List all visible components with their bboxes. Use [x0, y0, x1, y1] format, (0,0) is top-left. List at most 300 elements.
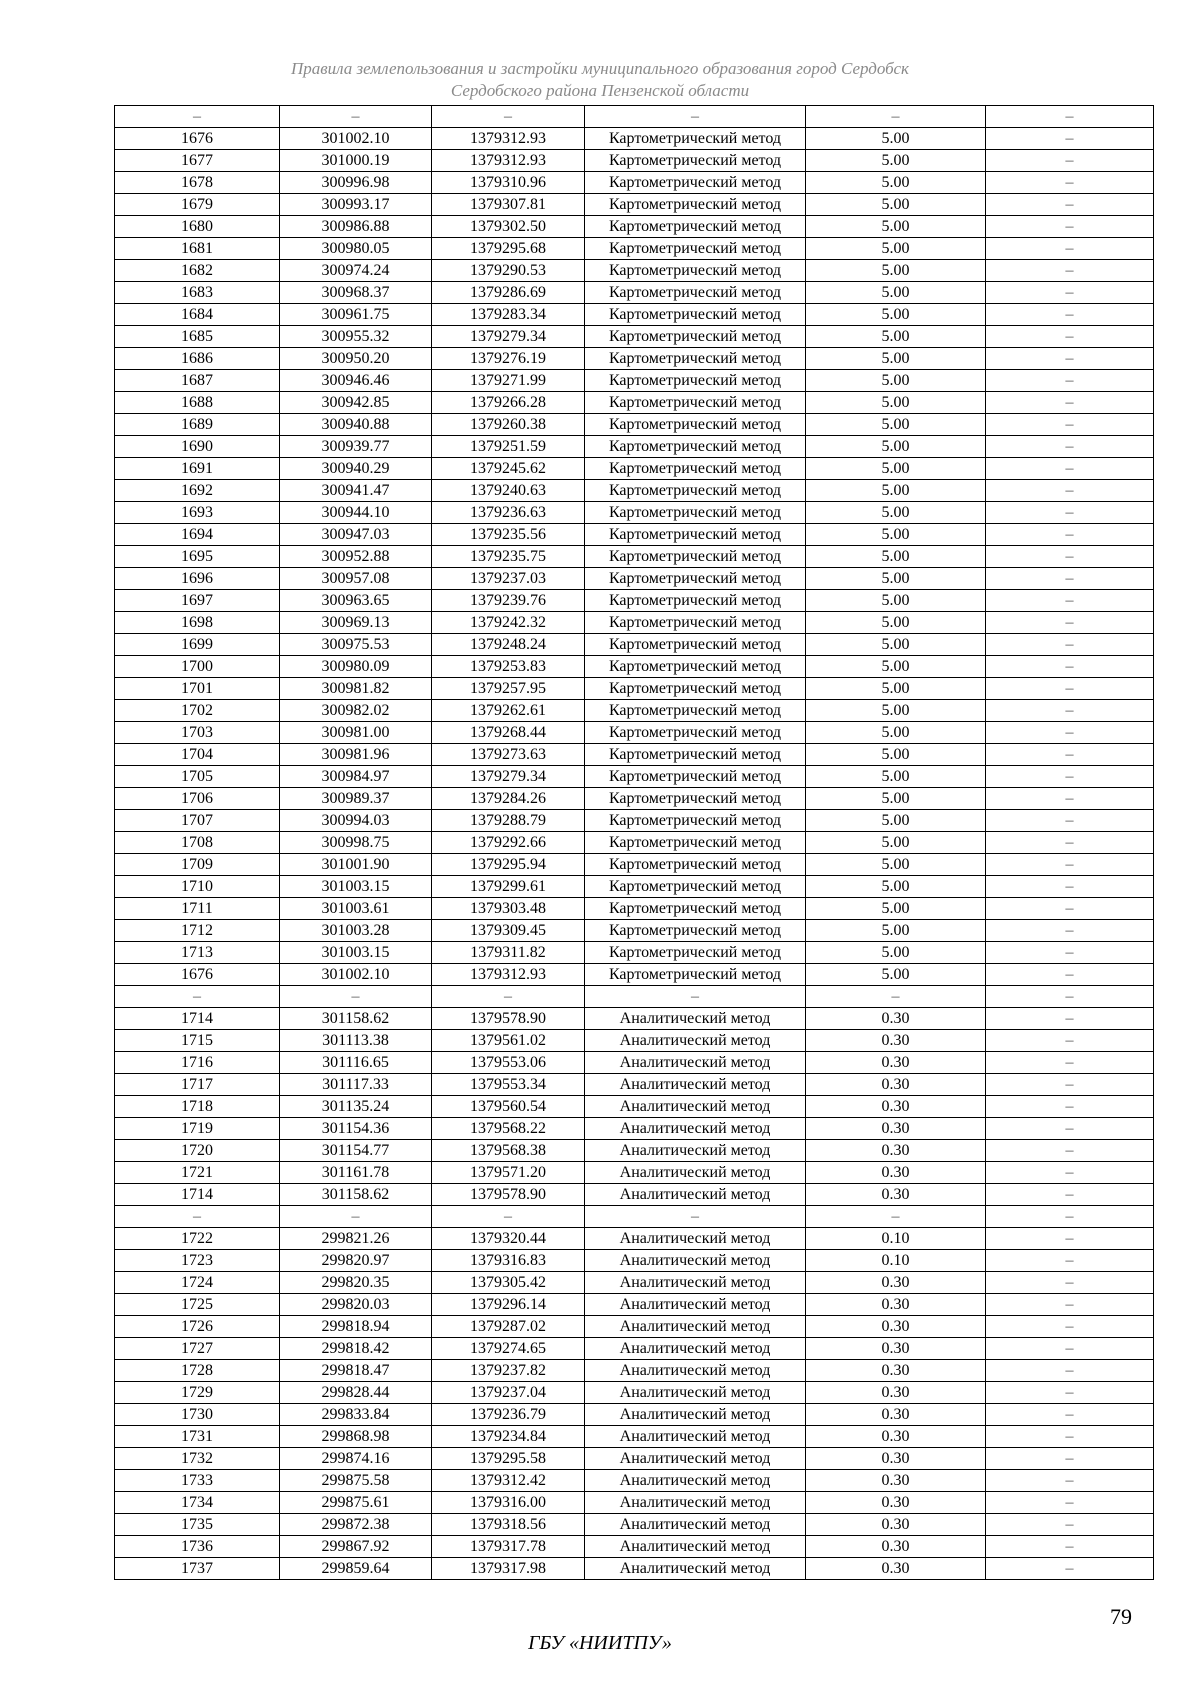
- note-cell: –: [986, 744, 1154, 766]
- x-coordinate-cell: 301135.24: [280, 1096, 432, 1118]
- note-cell: –: [986, 832, 1154, 854]
- x-coordinate-cell: 301154.36: [280, 1118, 432, 1140]
- table-row: [115, 920, 1154, 942]
- y-coordinate-cell: 1379299.61: [432, 876, 585, 898]
- point-number-cell: 1703: [115, 722, 280, 744]
- y-coordinate-cell: 1379290.53: [432, 260, 585, 282]
- y-coordinate-cell: –: [432, 986, 585, 1008]
- point-number-cell: 1713: [115, 942, 280, 964]
- coordinates-table-body: [115, 106, 1154, 1580]
- method-cell: Картометрический метод: [585, 810, 806, 832]
- point-number-cell: 1679: [115, 194, 280, 216]
- y-coordinate-cell: 1379312.93: [432, 128, 585, 150]
- note-cell: –: [986, 1228, 1154, 1250]
- accuracy-cell: 0.30: [806, 1272, 986, 1294]
- x-coordinate-cell: 299820.35: [280, 1272, 432, 1294]
- note-cell: –: [986, 568, 1154, 590]
- accuracy-cell: 0.30: [806, 1162, 986, 1184]
- method-cell: Картометрический метод: [585, 282, 806, 304]
- x-coordinate-cell: 300941.47: [280, 480, 432, 502]
- accuracy-cell: 5.00: [806, 788, 986, 810]
- y-coordinate-cell: 1379266.28: [432, 392, 585, 414]
- accuracy-cell: 5.00: [806, 216, 986, 238]
- x-coordinate-cell: 299874.16: [280, 1448, 432, 1470]
- accuracy-cell: 5.00: [806, 656, 986, 678]
- accuracy-cell: –: [806, 106, 986, 128]
- table-row: [115, 1316, 1154, 1338]
- accuracy-cell: 5.00: [806, 612, 986, 634]
- table-row: [115, 1030, 1154, 1052]
- y-coordinate-cell: 1379310.96: [432, 172, 585, 194]
- note-cell: –: [986, 1008, 1154, 1030]
- point-number-cell: 1680: [115, 216, 280, 238]
- method-cell: Аналитический метод: [585, 1030, 806, 1052]
- accuracy-cell: 5.00: [806, 634, 986, 656]
- note-cell: –: [986, 1250, 1154, 1272]
- table-row: [115, 238, 1154, 260]
- accuracy-cell: 0.30: [806, 1118, 986, 1140]
- y-coordinate-cell: 1379268.44: [432, 722, 585, 744]
- point-number-cell: 1720: [115, 1140, 280, 1162]
- x-coordinate-cell: 300942.85: [280, 392, 432, 414]
- x-coordinate-cell: 301158.62: [280, 1008, 432, 1030]
- point-number-cell: 1726: [115, 1316, 280, 1338]
- method-cell: Картометрический метод: [585, 150, 806, 172]
- y-coordinate-cell: 1379312.93: [432, 964, 585, 986]
- point-number-cell: 1688: [115, 392, 280, 414]
- method-cell: Картометрический метод: [585, 304, 806, 326]
- method-cell: Картометрический метод: [585, 964, 806, 986]
- point-number-cell: 1725: [115, 1294, 280, 1316]
- point-number-cell: 1718: [115, 1096, 280, 1118]
- note-cell: –: [986, 1074, 1154, 1096]
- table-row: [115, 1184, 1154, 1206]
- table-row: [115, 414, 1154, 436]
- x-coordinate-cell: 301000.19: [280, 150, 432, 172]
- y-coordinate-cell: 1379318.56: [432, 1514, 585, 1536]
- note-cell: –: [986, 1470, 1154, 1492]
- y-coordinate-cell: 1379295.68: [432, 238, 585, 260]
- method-cell: Картометрический метод: [585, 414, 806, 436]
- table-row: [115, 1338, 1154, 1360]
- y-coordinate-cell: 1379279.34: [432, 766, 585, 788]
- method-cell: Картометрический метод: [585, 876, 806, 898]
- y-coordinate-cell: 1379578.90: [432, 1008, 585, 1030]
- point-number-cell: 1731: [115, 1426, 280, 1448]
- point-number-cell: 1727: [115, 1338, 280, 1360]
- x-coordinate-cell: 299833.84: [280, 1404, 432, 1426]
- y-coordinate-cell: 1379240.63: [432, 480, 585, 502]
- method-cell: Картометрический метод: [585, 128, 806, 150]
- table-row: [115, 810, 1154, 832]
- y-coordinate-cell: 1379237.82: [432, 1360, 585, 1382]
- method-cell: Аналитический метод: [585, 1426, 806, 1448]
- accuracy-cell: 0.30: [806, 1536, 986, 1558]
- accuracy-cell: 0.30: [806, 1052, 986, 1074]
- point-number-cell: 1700: [115, 656, 280, 678]
- x-coordinate-cell: 301003.28: [280, 920, 432, 942]
- point-number-cell: 1719: [115, 1118, 280, 1140]
- accuracy-cell: 5.00: [806, 942, 986, 964]
- table-row: [115, 282, 1154, 304]
- x-coordinate-cell: 300950.20: [280, 348, 432, 370]
- accuracy-cell: 5.00: [806, 568, 986, 590]
- x-coordinate-cell: 300940.88: [280, 414, 432, 436]
- x-coordinate-cell: 300955.32: [280, 326, 432, 348]
- x-coordinate-cell: 301001.90: [280, 854, 432, 876]
- table-row: [115, 1206, 1154, 1228]
- point-number-cell: 1678: [115, 172, 280, 194]
- y-coordinate-cell: 1379271.99: [432, 370, 585, 392]
- accuracy-cell: 5.00: [806, 326, 986, 348]
- method-cell: Аналитический метод: [585, 1008, 806, 1030]
- note-cell: –: [986, 1492, 1154, 1514]
- point-number-cell: 1732: [115, 1448, 280, 1470]
- y-coordinate-cell: 1379295.58: [432, 1448, 585, 1470]
- table-row: [115, 546, 1154, 568]
- point-number-cell: 1685: [115, 326, 280, 348]
- table-row: [115, 1008, 1154, 1030]
- point-number-cell: 1683: [115, 282, 280, 304]
- x-coordinate-cell: 299875.58: [280, 1470, 432, 1492]
- accuracy-cell: 0.30: [806, 1338, 986, 1360]
- table-row: [115, 194, 1154, 216]
- table-row: [115, 1052, 1154, 1074]
- table-row: [115, 458, 1154, 480]
- table-row: [115, 1382, 1154, 1404]
- note-cell: –: [986, 150, 1154, 172]
- page-number: 79: [1110, 1604, 1132, 1629]
- note-cell: –: [986, 1404, 1154, 1426]
- x-coordinate-cell: 300981.00: [280, 722, 432, 744]
- method-cell: Аналитический метод: [585, 1514, 806, 1536]
- note-cell: –: [986, 854, 1154, 876]
- note-cell: –: [986, 546, 1154, 568]
- x-coordinate-cell: 299875.61: [280, 1492, 432, 1514]
- note-cell: –: [986, 1360, 1154, 1382]
- table-row: [115, 1074, 1154, 1096]
- note-cell: –: [986, 1426, 1154, 1448]
- y-coordinate-cell: 1379239.76: [432, 590, 585, 612]
- note-cell: –: [986, 678, 1154, 700]
- method-cell: Аналитический метод: [585, 1184, 806, 1206]
- note-cell: –: [986, 326, 1154, 348]
- accuracy-cell: 0.10: [806, 1250, 986, 1272]
- x-coordinate-cell: 301161.78: [280, 1162, 432, 1184]
- note-cell: –: [986, 392, 1154, 414]
- note-cell: –: [986, 590, 1154, 612]
- method-cell: Картометрический метод: [585, 788, 806, 810]
- y-coordinate-cell: 1379303.48: [432, 898, 585, 920]
- page-footer: ГБУ «НИИТПУ»: [528, 1632, 672, 1654]
- y-coordinate-cell: 1379288.79: [432, 810, 585, 832]
- y-coordinate-cell: 1379283.34: [432, 304, 585, 326]
- method-cell: Аналитический метод: [585, 1316, 806, 1338]
- point-number-cell: 1707: [115, 810, 280, 832]
- method-cell: Аналитический метод: [585, 1052, 806, 1074]
- accuracy-cell: 5.00: [806, 282, 986, 304]
- point-number-cell: 1712: [115, 920, 280, 942]
- x-coordinate-cell: 299820.97: [280, 1250, 432, 1272]
- table-row: [115, 832, 1154, 854]
- y-coordinate-cell: 1379305.42: [432, 1272, 585, 1294]
- point-number-cell: 1695: [115, 546, 280, 568]
- method-cell: Картометрический метод: [585, 612, 806, 634]
- note-cell: –: [986, 216, 1154, 238]
- point-number-cell: 1728: [115, 1360, 280, 1382]
- method-cell: Картометрический метод: [585, 678, 806, 700]
- y-coordinate-cell: 1379560.54: [432, 1096, 585, 1118]
- method-cell: Аналитический метод: [585, 1250, 806, 1272]
- accuracy-cell: 5.00: [806, 392, 986, 414]
- point-number-cell: 1704: [115, 744, 280, 766]
- method-cell: Картометрический метод: [585, 832, 806, 854]
- point-number-cell: 1692: [115, 480, 280, 502]
- y-coordinate-cell: 1379260.38: [432, 414, 585, 436]
- x-coordinate-cell: 300996.98: [280, 172, 432, 194]
- y-coordinate-cell: 1379561.02: [432, 1030, 585, 1052]
- accuracy-cell: 5.00: [806, 678, 986, 700]
- table-row: [115, 678, 1154, 700]
- x-coordinate-cell: 300947.03: [280, 524, 432, 546]
- table-row: [115, 898, 1154, 920]
- method-cell: Аналитический метод: [585, 1228, 806, 1250]
- method-cell: Картометрический метод: [585, 590, 806, 612]
- point-number-cell: 1706: [115, 788, 280, 810]
- table-row: [115, 1228, 1154, 1250]
- x-coordinate-cell: –: [280, 986, 432, 1008]
- y-coordinate-cell: 1379311.82: [432, 942, 585, 964]
- note-cell: –: [986, 1514, 1154, 1536]
- table-row: [115, 1118, 1154, 1140]
- table-row: [115, 1360, 1154, 1382]
- point-number-cell: 1699: [115, 634, 280, 656]
- method-cell: Картометрический метод: [585, 348, 806, 370]
- note-cell: –: [986, 1382, 1154, 1404]
- x-coordinate-cell: 300974.24: [280, 260, 432, 282]
- page-header: [0, 58, 1200, 102]
- accuracy-cell: 5.00: [806, 876, 986, 898]
- table-row: [115, 964, 1154, 986]
- method-cell: Аналитический метод: [585, 1382, 806, 1404]
- method-cell: Аналитический метод: [585, 1294, 806, 1316]
- note-cell: –: [986, 1338, 1154, 1360]
- y-coordinate-cell: 1379235.56: [432, 524, 585, 546]
- note-cell: –: [986, 1030, 1154, 1052]
- header-line-2: Сердобского района Пензенской области: [450, 81, 750, 100]
- x-coordinate-cell: 300981.96: [280, 744, 432, 766]
- x-coordinate-cell: 299818.42: [280, 1338, 432, 1360]
- x-coordinate-cell: 300939.77: [280, 436, 432, 458]
- x-coordinate-cell: 299872.38: [280, 1514, 432, 1536]
- table-row: [115, 722, 1154, 744]
- y-coordinate-cell: 1379578.90: [432, 1184, 585, 1206]
- y-coordinate-cell: –: [432, 106, 585, 128]
- table-row: [115, 480, 1154, 502]
- accuracy-cell: 5.00: [806, 260, 986, 282]
- note-cell: –: [986, 656, 1154, 678]
- y-coordinate-cell: 1379568.22: [432, 1118, 585, 1140]
- table-row: [115, 150, 1154, 172]
- y-coordinate-cell: 1379235.75: [432, 546, 585, 568]
- table-row: [115, 1294, 1154, 1316]
- point-number-cell: 1733: [115, 1470, 280, 1492]
- accuracy-cell: 5.00: [806, 766, 986, 788]
- x-coordinate-cell: 300963.65: [280, 590, 432, 612]
- x-coordinate-cell: 301003.15: [280, 876, 432, 898]
- note-cell: –: [986, 920, 1154, 942]
- note-cell: –: [986, 788, 1154, 810]
- table-row: [115, 656, 1154, 678]
- accuracy-cell: 5.00: [806, 810, 986, 832]
- table-row: [115, 590, 1154, 612]
- note-cell: –: [986, 1162, 1154, 1184]
- x-coordinate-cell: 301002.10: [280, 128, 432, 150]
- point-number-cell: 1696: [115, 568, 280, 590]
- y-coordinate-cell: 1379262.61: [432, 700, 585, 722]
- note-cell: –: [986, 414, 1154, 436]
- accuracy-cell: 5.00: [806, 920, 986, 942]
- table-row: [115, 1272, 1154, 1294]
- y-coordinate-cell: –: [432, 1206, 585, 1228]
- table-row: [115, 216, 1154, 238]
- table-row: [115, 744, 1154, 766]
- table-row: [115, 260, 1154, 282]
- x-coordinate-cell: 301003.61: [280, 898, 432, 920]
- x-coordinate-cell: 300969.13: [280, 612, 432, 634]
- x-coordinate-cell: 300940.29: [280, 458, 432, 480]
- y-coordinate-cell: 1379236.63: [432, 502, 585, 524]
- method-cell: Картометрический метод: [585, 722, 806, 744]
- y-coordinate-cell: 1379320.44: [432, 1228, 585, 1250]
- x-coordinate-cell: 301002.10: [280, 964, 432, 986]
- x-coordinate-cell: 301113.38: [280, 1030, 432, 1052]
- y-coordinate-cell: 1379309.45: [432, 920, 585, 942]
- point-number-cell: 1714: [115, 1008, 280, 1030]
- point-number-cell: 1729: [115, 1382, 280, 1404]
- method-cell: –: [585, 106, 806, 128]
- accuracy-cell: 0.30: [806, 1316, 986, 1338]
- note-cell: –: [986, 964, 1154, 986]
- note-cell: –: [986, 1052, 1154, 1074]
- method-cell: Картометрический метод: [585, 326, 806, 348]
- table-row: [115, 1448, 1154, 1470]
- x-coordinate-cell: 300994.03: [280, 810, 432, 832]
- accuracy-cell: 0.30: [806, 1184, 986, 1206]
- accuracy-cell: 5.00: [806, 172, 986, 194]
- point-number-cell: 1690: [115, 436, 280, 458]
- table-row: [115, 1470, 1154, 1492]
- note-cell: –: [986, 194, 1154, 216]
- point-number-cell: 1691: [115, 458, 280, 480]
- table-row: [115, 172, 1154, 194]
- method-cell: Картометрический метод: [585, 436, 806, 458]
- accuracy-cell: 5.00: [806, 194, 986, 216]
- note-cell: –: [986, 304, 1154, 326]
- method-cell: Аналитический метод: [585, 1140, 806, 1162]
- accuracy-cell: 0.30: [806, 1030, 986, 1052]
- note-cell: –: [986, 612, 1154, 634]
- table-row: [115, 106, 1154, 128]
- note-cell: –: [986, 238, 1154, 260]
- point-number-cell: 1709: [115, 854, 280, 876]
- y-coordinate-cell: 1379248.24: [432, 634, 585, 656]
- x-coordinate-cell: 300984.97: [280, 766, 432, 788]
- y-coordinate-cell: 1379286.69: [432, 282, 585, 304]
- accuracy-cell: 5.00: [806, 524, 986, 546]
- y-coordinate-cell: 1379317.78: [432, 1536, 585, 1558]
- x-coordinate-cell: 300957.08: [280, 568, 432, 590]
- y-coordinate-cell: 1379242.32: [432, 612, 585, 634]
- note-cell: –: [986, 942, 1154, 964]
- y-coordinate-cell: 1379287.02: [432, 1316, 585, 1338]
- point-number-cell: 1682: [115, 260, 280, 282]
- x-coordinate-cell: 301003.15: [280, 942, 432, 964]
- table-row: [115, 1514, 1154, 1536]
- method-cell: –: [585, 986, 806, 1008]
- table-row: [115, 1096, 1154, 1118]
- note-cell: –: [986, 458, 1154, 480]
- y-coordinate-cell: 1379257.95: [432, 678, 585, 700]
- note-cell: –: [986, 876, 1154, 898]
- x-coordinate-cell: 300980.09: [280, 656, 432, 678]
- accuracy-cell: –: [806, 1206, 986, 1228]
- method-cell: Картометрический метод: [585, 194, 806, 216]
- note-cell: –: [986, 524, 1154, 546]
- table-row: [115, 348, 1154, 370]
- y-coordinate-cell: 1379317.98: [432, 1558, 585, 1580]
- point-number-cell: 1710: [115, 876, 280, 898]
- accuracy-cell: 5.00: [806, 150, 986, 172]
- accuracy-cell: 0.30: [806, 1360, 986, 1382]
- table-row: [115, 392, 1154, 414]
- note-cell: –: [986, 898, 1154, 920]
- method-cell: Картометрический метод: [585, 766, 806, 788]
- note-cell: –: [986, 1316, 1154, 1338]
- note-cell: –: [986, 1448, 1154, 1470]
- point-number-cell: –: [115, 1206, 280, 1228]
- accuracy-cell: 5.00: [806, 854, 986, 876]
- table-row: [115, 1426, 1154, 1448]
- point-number-cell: 1730: [115, 1404, 280, 1426]
- method-cell: Аналитический метод: [585, 1162, 806, 1184]
- y-coordinate-cell: 1379312.42: [432, 1470, 585, 1492]
- accuracy-cell: 5.00: [806, 480, 986, 502]
- accuracy-cell: 0.30: [806, 1470, 986, 1492]
- x-coordinate-cell: 301154.77: [280, 1140, 432, 1162]
- method-cell: Картометрический метод: [585, 546, 806, 568]
- table-row: [115, 876, 1154, 898]
- point-number-cell: 1711: [115, 898, 280, 920]
- point-number-cell: –: [115, 106, 280, 128]
- point-number-cell: –: [115, 986, 280, 1008]
- point-number-cell: 1737: [115, 1558, 280, 1580]
- accuracy-cell: 5.00: [806, 370, 986, 392]
- point-number-cell: 1677: [115, 150, 280, 172]
- note-cell: –: [986, 260, 1154, 282]
- y-coordinate-cell: 1379316.00: [432, 1492, 585, 1514]
- y-coordinate-cell: 1379295.94: [432, 854, 585, 876]
- note-cell: –: [986, 1294, 1154, 1316]
- x-coordinate-cell: 300981.82: [280, 678, 432, 700]
- accuracy-cell: 0.30: [806, 1514, 986, 1536]
- accuracy-cell: 5.00: [806, 502, 986, 524]
- method-cell: Аналитический метод: [585, 1470, 806, 1492]
- table-row: [115, 568, 1154, 590]
- point-number-cell: 1708: [115, 832, 280, 854]
- method-cell: Картометрический метод: [585, 634, 806, 656]
- method-cell: Картометрический метод: [585, 524, 806, 546]
